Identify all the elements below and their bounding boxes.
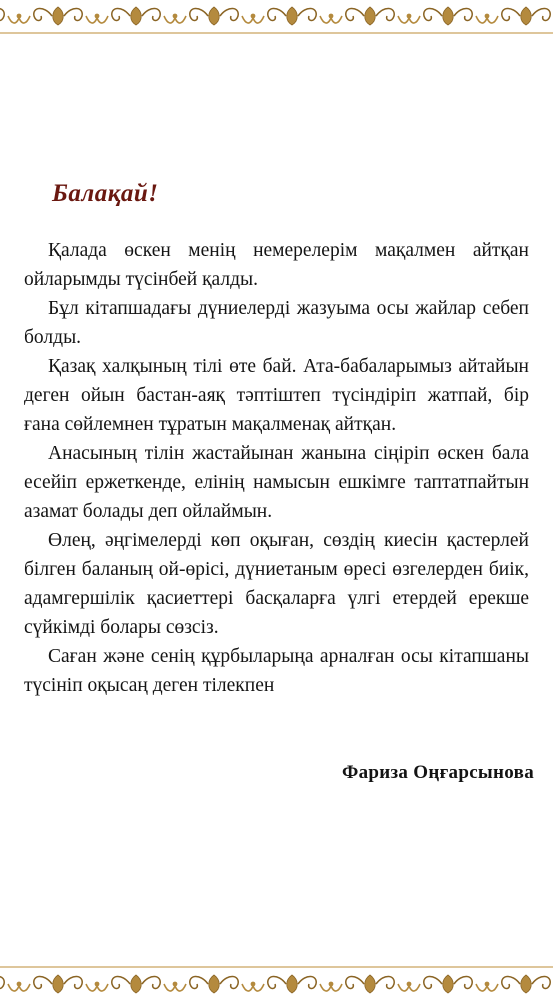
paragraph: Қалада өскен менің немерелерім мақалмен айтқан ойларымды түсінбей қалды.: [24, 240, 529, 290]
paragraph: Анасының тілін жастайынан жанына сіңіріп өскен бала есейіп ержеткенде, елінің намысын ешкімге таптатпайтын азамат болады деп ойлаймын.: [24, 443, 529, 522]
bottom-ornament-border: [0, 960, 553, 1000]
body-text: [24, 236, 529, 700]
paragraph: Бұл кітапшадағы дүниелерді жазуыма осы жайлар себеп болды.: [24, 298, 529, 348]
page-title: Балақай!: [52, 180, 159, 207]
author-signature: Фариза Оңғарсынова: [341, 762, 534, 783]
paragraph: Өлең, әңгімелерді көп оқыған, сөздің киесін қастерлей білген баланың ой-өрісі, дүниетаным өресі өзгелерден биік, адамгершілік қасиеттері басқаларға үлгі етердей ерекше сүйкімді болары сөзсіз.: [24, 530, 529, 638]
paragraph: Қазақ халқының тілі өте бай. Ата-бабаларымыз айтайын деген ойын бастан-аяқ тәптіштеп түсіндіріп жатпай, бір ғана сөйлемнен тұратын мақалменақ айтқан.: [24, 356, 529, 435]
gold-floral-border-icon: [0, 0, 553, 40]
paragraph: Саған және сенің құрбыларыңа арналған осы кітапшаны түсініп оқысаң деген тілекпен: [24, 646, 529, 696]
top-ornament-border: [0, 0, 553, 40]
gold-floral-border-icon: [0, 960, 553, 1000]
